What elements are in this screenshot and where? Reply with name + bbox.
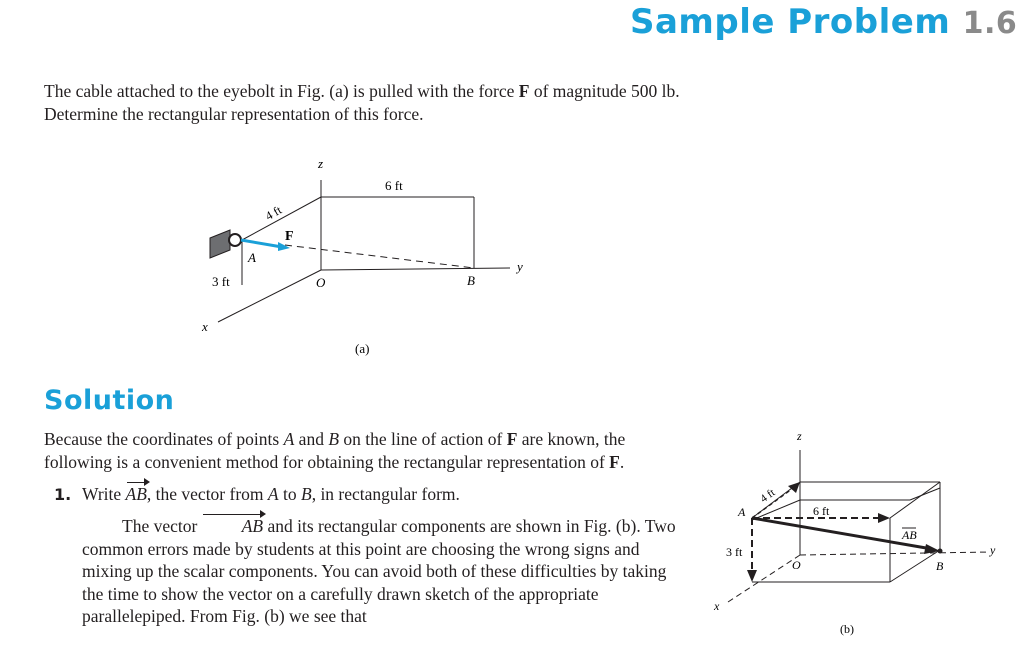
label-3ft-b: 3 ft (726, 545, 743, 559)
step-text-1: Write (82, 484, 126, 504)
intro-point-a: A (283, 429, 295, 449)
point-b-dot (938, 549, 943, 554)
x-axis-b (728, 555, 800, 602)
wall-plate (210, 230, 230, 258)
step-text-3: to (278, 484, 301, 504)
component-x-arrow (747, 570, 757, 582)
step-point-a: A (267, 484, 279, 504)
label-y: y (517, 259, 523, 274)
y-axis-b (800, 552, 990, 555)
p2-text-1: The vector (122, 516, 202, 536)
force-symbol: F (518, 81, 530, 101)
label-x-b: x (714, 599, 720, 613)
force-vector (241, 240, 282, 247)
label-A-b: A (738, 505, 746, 519)
intro-force-1: F (506, 429, 518, 449)
y-axis (321, 268, 510, 270)
label-3ft: 3 ft (212, 274, 230, 289)
page-title (630, 2, 1017, 42)
box-b-bottom-right (890, 550, 940, 582)
label-z-b: z (797, 429, 802, 443)
component-z-arrow (788, 482, 800, 493)
cable-line (285, 245, 474, 268)
problem-text-2: of magnitude 500 lb. Determine the rectangular representation of this force. (44, 81, 680, 124)
label-6ft-b: 6 ft (813, 504, 830, 518)
problem-statement (44, 80, 689, 126)
label-y-b: y (990, 543, 996, 557)
step-text-4: , in rectangular form. (311, 484, 460, 504)
label-4ft-b: 4 ft (758, 486, 778, 506)
box-diag-edge (242, 197, 321, 240)
intro-text-4: are known, the following is a convenient method for obtaining the rectangular representation of (44, 429, 626, 472)
intro-point-b: B (328, 429, 340, 449)
intro-text-1: Because the coordinates of points (44, 429, 284, 449)
intro-text-2: and (294, 429, 329, 449)
label-origin: O (316, 275, 326, 290)
label-6ft: 6 ft (385, 178, 403, 193)
problem-number: 1.6 (962, 6, 1017, 41)
step-1 (54, 483, 694, 506)
figure-a-diagram (190, 150, 550, 365)
solution-heading: Solution (44, 385, 175, 416)
label-x: x (202, 319, 208, 334)
label-F: F (285, 229, 294, 244)
label-B: B (467, 273, 475, 288)
step-number: 1. (54, 485, 72, 504)
intro-force-2: F (609, 451, 620, 472)
title-text: Sample Problem (630, 2, 951, 42)
intro-text-3: on the line of action of (339, 429, 507, 449)
label-4ft: 4 ft (262, 202, 284, 224)
solution-intro (44, 428, 689, 473)
x-axis (218, 270, 321, 322)
label-ab-b: AB (902, 528, 917, 542)
step-1-explanation (82, 515, 687, 628)
problem-text-1: The cable attached to the eyebolt in Fig. (a) is pulled with the force (44, 81, 519, 101)
caption-b: (b) (840, 622, 854, 636)
intro-period: . (619, 451, 625, 472)
eyebolt (229, 234, 241, 246)
ab-arrowhead (924, 544, 940, 554)
step-point-b: B (300, 484, 312, 504)
component-y-arrow (878, 513, 890, 523)
box-b-edge-1 (910, 488, 940, 500)
label-origin-b: O (792, 558, 801, 572)
p2-text-2: and its rectangular components are shown in Fig. (b). Two common errors made by students at this point are choosing the wrong signs and mixing up the scalar components. You can avoid both of these difficulties by taking the time to show the vector on a carefully drawn sketch of the appropriate parallelepiped. From Fig. (b) we see that (82, 516, 676, 626)
figure-a (190, 150, 550, 365)
step-text-2: , the vector from (146, 484, 268, 504)
label-B-b: B (936, 559, 944, 573)
label-z: z (318, 156, 324, 171)
caption-a: (a) (355, 341, 370, 356)
vector-ab-2: AB (202, 515, 263, 538)
vector-ab: AB (125, 484, 147, 504)
figure-b (700, 420, 1000, 641)
label-A: A (248, 250, 256, 265)
figure-b-diagram (700, 420, 1000, 641)
